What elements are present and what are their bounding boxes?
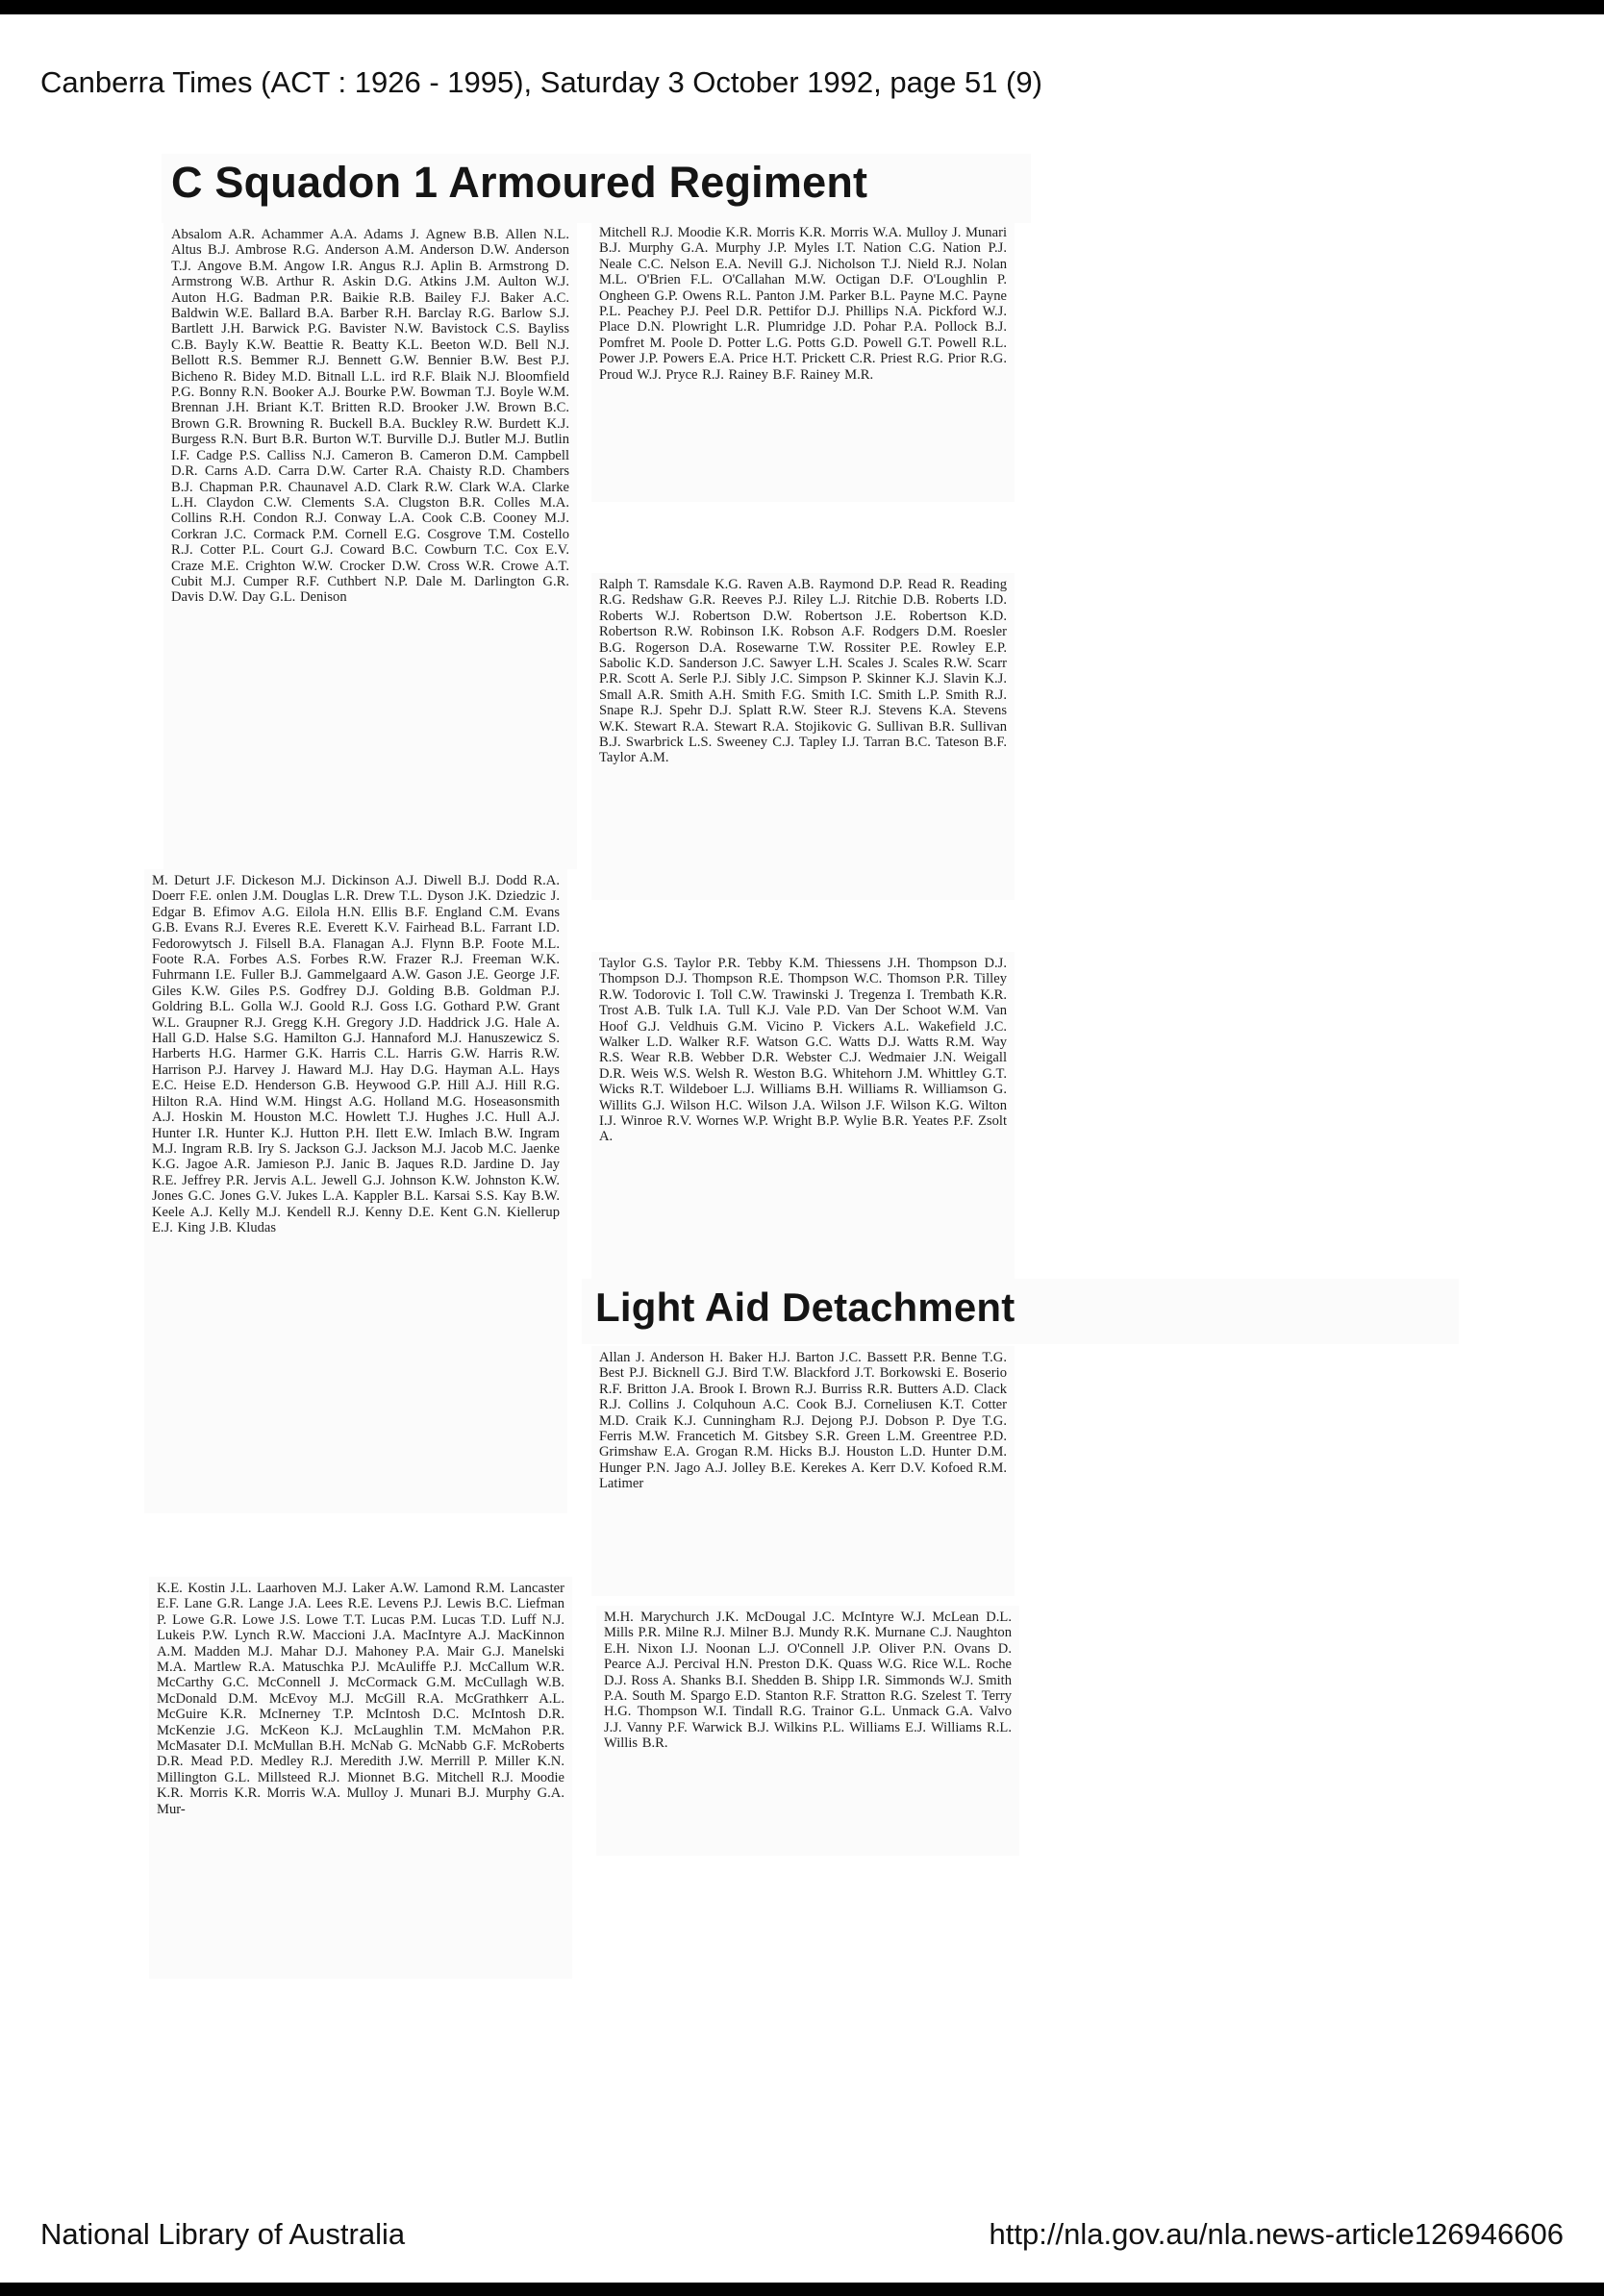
lad-clip1 xyxy=(591,1346,1015,1596)
column2-block1-text: Mitchell R.J. Moodie K.R. Morris K.R. Morris W.A. Mulloy J. Munari B.J. Murphy G.A. Murphy J.P. Myles I.T. Nation C.G. Nation P.J. Neale C.C. Nelson E.A. Nevill G.J. Nicholson T.J. Nield R.J. Nolan M.L. O'Brien F.L. O'Callahan M.W. Octigan D.F. O'Loughlin P. Ongheen G.P. Owens R.L. Panton J.M. Parker B.L. Payne M.C. Payne P.L. Peachey P.J. Peel D.R. Pettifor D.J. Phillips N.A. Pickford W.J. Place D.N. Plowright L.R. Plumridge J.D. Pohar P.A. Pollock B.J. Pomfret M. Poole D. Potter L.G. Potts G.D. Powell G.T. Powell R.L. Power J.P. Powers E.A. Price H.T. Prickett C.R. Priest R.G. Prior R.G. Proud W.J. Pryce R.J. Rainey B.F. Rainey M.R. xyxy=(599,225,1007,383)
lad-block2-text: M.H. Marychurch J.K. McDougal J.C. McIntyre W.J. McLean D.L. Mills P.R. Milne R.J. Milner B.J. Mundy R.K. Murnane C.J. Naughton E.H. Nixon I.J. Noonan L.J. O'Connell J.P. Oliver P.N. Ovans D. Pearce A.J. Percival H.N. Preston D.K. Quass W.G. Rice W.L. Roche D.J. Ross A. Shanks B.I. Shedden B. Shipp I.R. Simmonds W.J. Smith P.A. South M. Spargo E.D. Stanton R.F. Stratton R.G. Szelest T. Terry H.G. Thompson W.I. Tindall R.G. Trainor G.L. Unmack G.A. Valvo J.J. Vanny P.F. Warwick B.J. Wilkins P.L. Williams E.J. Williams R.L. Willis B.R. xyxy=(604,1610,1012,1752)
top-border xyxy=(0,0,1604,14)
column1-block3-text: K.E. Kostin J.L. Laarhoven M.J. Laker A.W. Lamond R.M. Lancaster E.F. Lane G.R. Lange J.A. Lees R.E. Levens P.J. Lewis B.C. Liefman P. Lowe G.R. Lowe J.S. Lowe T.T. Lucas P.M. Lucas T.D. Luff N.J. Lukeis P.W. Lynch R.W. Maccioni J.A. MacIntyre A.J. MacKinnon A.M. Madden M.J. Mahar D.J. Mahoney P.A. Mair G.J. Manelski M.A. Martlew R.A. Matuschka P.J. McAuliffe P.J. McCallum W.R. McCarthy G.C. McConnell J. McCormack G.M. McCullagh W.B. McDonald D.M. McEvoy M.J. McGill R.A. McGrathkerr A.L. McGuire K.R. McInerney T.P. McIntosh D.C. McIntosh D.R. McKenzie J.G. McKeon K.J. McLaughlin T.M. McMahon P.R. McMasater D.I. McMullan B.H. McNab G. McNabb G.F. McRoberts D.R. Mead P.D. Medley R.J. Meredith J.W. Merrill P. Miller K.N. Millington G.L. Millsteed R.J. Mionnet B.G. Mitchell R.J. Moodie K.R. Morris K.R. Morris W.A. Mulloy J. Munari B.J. Murphy G.A. Mur- xyxy=(157,1581,564,1817)
footer-url[interactable]: http://nla.gov.au/nla.news-article126946606 xyxy=(989,2217,1564,2251)
column2-clip3 xyxy=(591,952,1015,1279)
main-heading: C Squadon 1 Armoured Regiment xyxy=(171,158,868,207)
bottom-border xyxy=(0,2283,1604,2296)
citation-header: Canberra Times (ACT : 1926 - 1995), Saturday 3 October 1992, page 51 (9) xyxy=(40,65,1042,99)
column1-block2-text: M. Deturt J.F. Dickeson M.J. Dickinson A.J. Diwell B.J. Dodd R.A. Doerr F.E. onlen J.M. Douglas L.R. Drew T.L. Dyson J.K. Dziedzic J. Edgar B. Efimov A.G. Eilola H.N. Ellis B.F. England C.M. Evans G.B. Evans R.J. Everes R.E. Everett K.V. Fairhead B.L. Farrant I.D. Fedorowytsch J. Filsell B.A. Flanagan A.J. Flynn B.P. Foote M.L. Foote R.A. Forbes A.S. Forbes R.W. Frazer R.J. Freeman W.K. Fuhrmann I.E. Fuller B.J. Gammelgaard A.W. Gason J.E. George J.F. Giles K.W. Giles P.S. Godfrey D.J. Golding B.B. Goldman P.J. Goldring B.L. Golla W.J. Goold R.J. Goss I.G. Gothard P.W. Grant W.L. Graupner R.J. Gregg K.H. Gregory J.D. Haddrick J.G. Hale A. Hall G.D. Halse S.G. Hamilton G.J. Hannaford M.J. Hanuszewicz S. Harberts H.G. Harmer G.K. Harris C.L. Harris G.W. Harris R.W. Harrison P.J. Harvey J. Haward M.J. Hay D.G. Hayman A.L. Hays E.C. Heise E.D. Henderson G.B. Heywood G.P. Hill A.J. Hill R.G. Hilton R.A. Hind W.M. Hingst A.G. Holland M.G. Hoseasonsmith A.J. Hoskin M. Houston M.C. Howlett T.J. Hughes J.C. Hull A.J. Hunter I.R. Hunter K.J. Hutton P.H. Ilett E.W. Imlach B.W. Ingram M.J. Ingram R.B. Iry S. Jackson G.J. Jackson M.J. Jacob M.C. Jaenke K.G. Jagoe A.R. Jamieson P.J. Janic B. Jaques R.D. Jardine D. Jay R.E. Jeffrey P.R. Jervis A.L. Jewell G.J. Johnson K.W. Johnston K.W. Jones G.C. Jones G.V. Jukes L.A. Kappler B.L. Karsai S.S. Kay B.W. Keele A.J. Kelly M.J. Kendell R.J. Kenny D.E. Kent G.N. Kiellerup E.J. King J.B. Kludas xyxy=(152,873,560,1235)
footer-library: National Library of Australia xyxy=(40,2217,406,2251)
column1-clip1 xyxy=(163,223,577,869)
column2-block2-text: Ralph T. Ramsdale K.G. Raven A.B. Raymond D.P. Read R. Reading R.G. Redshaw G.R. Reeves P.J. Riley L.J. Ritchie D.B. Roberts I.D. Roberts W.J. Robertson D.W. Robertson J.E. Robertson K.D. Robertson R.W. Robinson I.K. Robson A.F. Rodgers D.M. Roesler B.G. Rogerson D.A. Rosewarne T.W. Rossiter P.E. Rowley E.P. Sabolic K.D. Sanderson J.C. Sawyer L.H. Scales J. Scales R.W. Scarr P.R. Scott A. Serle P.J. Sibly J.C. Simpson P. Skinner K.J. Slavin K.J. Small A.R. Smith A.H. Smith F.G. Smith I.C. Smith L.P. Smith R.J. Snape R.J. Spehr D.J. Splatt R.W. Steer R.J. Stevens K.A. Stevens W.K. Stewart R.A. Stewart R.A. Stojikovic G. Sullivan B.R. Sullivan B.J. Swarbrick L.S. Sweeney C.J. Tapley I.J. Tarran B.C. Tateson B.F. Taylor A.M. xyxy=(599,577,1007,766)
main-heading-clip xyxy=(162,154,1031,223)
lad-clip2 xyxy=(596,1606,1019,1856)
column1-clip2 xyxy=(144,869,567,1513)
column1-clip3 xyxy=(149,1577,572,1979)
lad-heading: Light Aid Detachment xyxy=(595,1285,1015,1330)
column2-block3-text: Taylor G.S. Taylor P.R. Tebby K.M. Thiessens J.H. Thompson D.J. Thompson D.J. Thompson R.E. Thompson W.C. Thomson P.R. Tilley R.W. Todorovic I. Toll C.W. Trawinski J. Tregenza I. Trembath K.R. Trost A.B. Tulk I.A. Tull K.J. Vale P.D. Van Der Schoot W.M. Van Hoof G.J. Veldhuis G.M. Vicino P. Vickers A.L. Wakefield J.C. Walker L.D. Walker R.F. Watson G.C. Watts D.J. Watts R.M. Way R.S. Wear R.B. Webber D.R. Webster C.J. Wedmaier J.N. Weigall D.R. Weis W.S. Welsh R. Weston B.G. Whitehorn J.M. Whittley G.T. Wicks R.T. Wildeboer L.J. Williams B.H. Williams R. Williamson G. Willits G.J. Wilson H.C. Wilson J.A. Wilson J.F. Wilson K.G. Wilton I.J. Winroe R.V. Wornes W.P. Wright B.P. Wylie B.R. Yeates P.F. Zsolt A. xyxy=(599,956,1007,1145)
lad-heading-clip xyxy=(582,1279,1459,1344)
column2-clip2 xyxy=(591,573,1015,900)
column2-clip1 xyxy=(591,223,1015,502)
column1-block1-text: Absalom A.R. Achammer A.A. Adams J. Agnew B.B. Allen N.L. Altus B.J. Ambrose R.G. Anderson A.M. Anderson D.W. Anderson T.J. Angove B.M. Angow I.R. Angus R.J. Aplin B. Armstrong D. Armstrong W.B. Arthur R. Askin D.G. Atkins J.M. Aulton W.J. Auton H.G. Badman P.R. Baikie R.B. Bailey F.J. Baker A.C. Baldwin W.E. Ballard B.A. Barber R.H. Barclay R.G. Barlow S.J. Bartlett J.H. Barwick P.G. Bavister N.W. Bavistock C.S. Bayliss C.B. Bayly K.W. Beattie R. Beatty K.L. Beeton W.D. Bell N.J. Bellott R.S. Bemmer R.J. Bennett G.W. Bennier B.W. Best P.J. Bicheno R. Bidey M.D. Bitnall L.L. ird R.F. Blaik N.J. Bloomfield P.G. Bonny R.N. Booker A.J. Bourke P.W. Bowman T.J. Boyle W.M. Brennan J.H. Briant K.T. Britten R.D. Brooker J.W. Brown B.C. Brown G.R. Browning R. Buckell B.A. Buckley R.W. Burdett K.J. Burgess R.N. Burt B.R. Burton W.T. Burville D.J. Butler M.J. Butlin I.F. Cadge P.S. Calliss N.J. Cameron B. Cameron D.M. Campbell D.R. Carns A.D. Carra D.W. Carter R.A. Chaisty R.D. Chambers B.J. Chapman P.R. Chaunavel A.D. Clark R.W. Clark W.A. Clarke L.H. Claydon C.W. Clements S.A. Clugston B.R. Colles M.A. Collins R.H. Condon R.J. Conway L.A. Cook C.B. Cooney M.J. Corkran J.C. Cormack P.M. Cornell E.G. Cosgrove T.M. Costello R.J. Cotter P.L. Court G.J. Coward B.C. Cowburn T.C. Cox E.V. Craze M.E. Crighton W.W. Crocker D.W. Cross W.R. Crowe A.T. Cubit M.J. Cumper R.F. Cuthbert N.P. Dale M. Darlington G.R. Davis D.W. Day G.L. Denison xyxy=(171,227,569,606)
lad-block1-text: Allan J. Anderson H. Baker H.J. Barton J.C. Bassett P.R. Benne T.G. Best P.J. Bicknell G.J. Bird T.W. Blackford J.T. Borkowski E. Boserio R.F. Britton J.A. Brook I. Brown R.J. Burriss R.R. Butters A.D. Clack R.J. Collins J. Colquhoun A.C. Cook B.J. Corneliusen K.T. Cotter M.D. Craik K.J. Cunningham R.J. Dejong P.J. Dobson P. Dye T.G. Ferris M.W. Francetich M. Gitsbey S.R. Green L.M. Greentree P.D. Grimshaw E.A. Grogan R.M. Hicks B.J. Houston L.D. Hunter D.M. Hunger P.N. Jago A.J. Jolley B.E. Kerekes A. Kerr D.V. Kofoed R.M. Latimer xyxy=(599,1350,1007,1492)
